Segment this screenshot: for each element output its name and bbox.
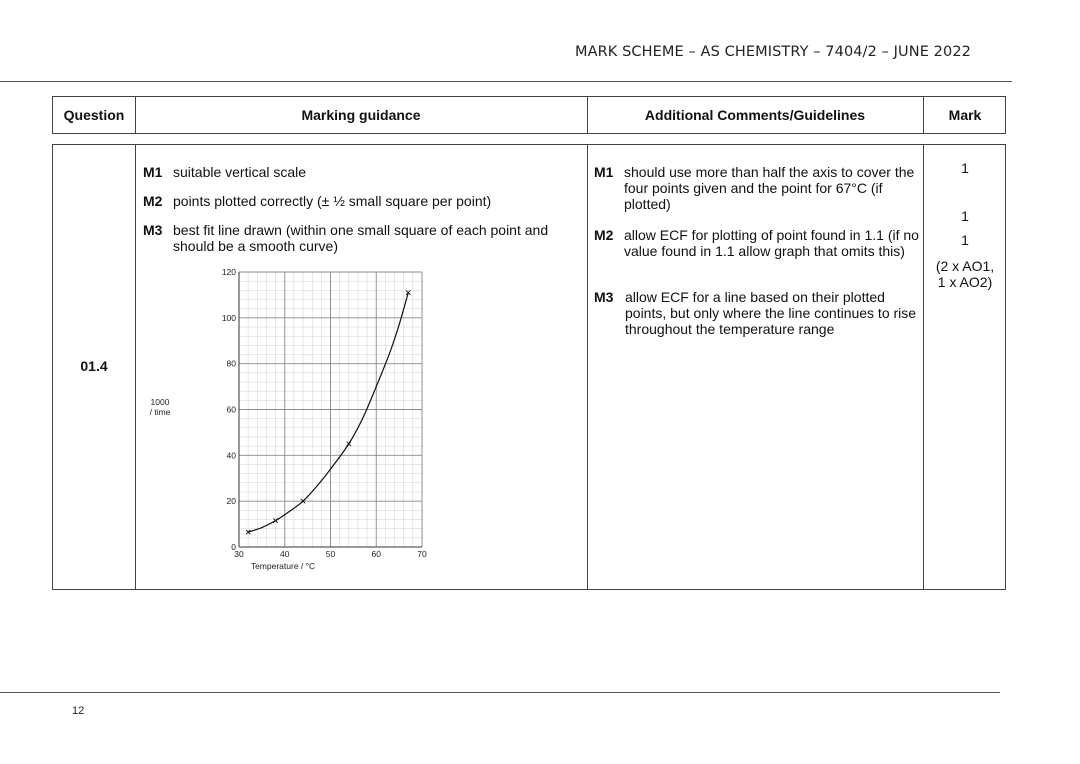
y-tick-label: 0 [231,542,236,552]
y-tick-label: 100 [221,312,236,323]
x-tick-label: 30 [234,549,244,559]
comment-text: allow ECF for a line based on their plotted points, but only where the line continues to rise throughout the temperature range [625,289,917,337]
guidance-text: suitable vertical scale [173,164,307,180]
guidance-text: points plotted correctly (± ½ small square per point) [173,193,492,209]
footer-rule [0,692,1000,693]
guidance-code: M3 [143,222,163,238]
mark-value: 1 [961,232,969,248]
question-number: 01.4 [80,358,108,374]
rate-temperature-graph [141,265,427,575]
header-mark: Mark [948,107,982,123]
mark-value: 1 [961,208,969,224]
guidance-code: M1 [143,164,163,180]
y-tick-label: 40 [226,450,236,461]
comment-code: M3 [594,289,614,305]
y-tick-label: 60 [226,404,236,415]
y-tick-label: 20 [226,496,236,507]
best-fit-curve [248,293,408,532]
graph-tick-labels [222,267,427,559]
comment-code: M2 [594,227,614,243]
comment-text: should use more than half the axis to cover the four points given and the point for 67°C (if plotted) [624,164,915,212]
guidance-code: M2 [143,193,163,209]
comment-text: allow ECF for plotting of point found in 1.1 (if no value found in 1.1 allow graph that omits this) [624,227,919,259]
mark-value: 1 [961,160,969,176]
guidance-text: best fit line drawn (within one small square of each point and should be a smooth curve) [173,222,549,254]
x-tick-label: 70 [417,549,427,559]
header-question: Question [63,107,125,123]
header-rule [0,81,1012,82]
x-tick-label: 50 [325,549,336,559]
mark-total: (2 x AO1, [935,258,995,274]
y-axis-label: / time [149,407,171,417]
table-header-row [52,96,1006,134]
x-axis-label: Temperature / °C [250,561,316,571]
table-body-row [52,144,1006,590]
page-header: MARK SCHEME – AS CHEMISTRY – 7404/2 – JUNE 2022 [575,44,971,60]
x-tick-label: 40 [280,549,290,559]
y-tick-label: 120 [221,267,236,277]
y-tick-label: 80 [226,358,236,369]
header-additional-comments: Additional Comments/Guidelines [644,107,866,123]
page-number: 12 [72,705,85,717]
header-marking-guidance: Marking guidance [301,107,421,123]
column-divider [587,145,588,589]
comment-code: M1 [594,164,614,180]
y-axis-label: 1000 [150,397,170,407]
x-tick-label: 60 [371,549,381,559]
column-divider [135,145,136,589]
mark-total: 1 x AO2) [937,274,993,290]
